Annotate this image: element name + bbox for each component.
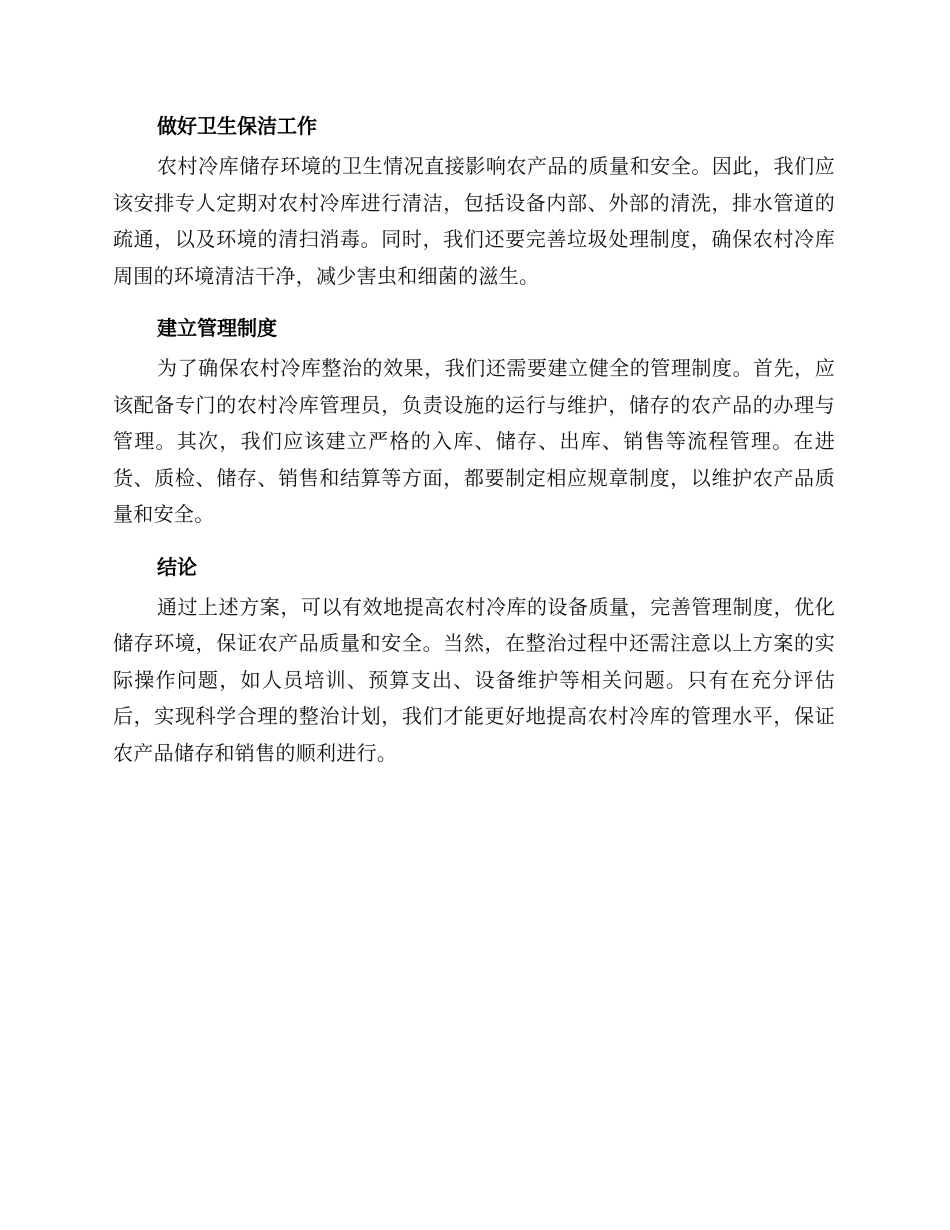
document-page <box>113 104 835 783</box>
section-heading: 建立管理制度 <box>157 316 277 340</box>
section-paragraph: 为了确保农村冷库整治的效果，我们还需要建立健全的管理制度。首先，应该配备专门的农村冷库管理员，负责设施的运行与维护，储存的农产品的办理与管理。其次，我们应该建立严格的入库、储存、出库、销售等流程管理。在进货、质检、储存、销售和结算等方面，都要制定相应规章制度，以维护农产品质量和安全。 <box>113 356 835 526</box>
section-hygiene <box>113 104 835 294</box>
section-paragraph: 通过上述方案，可以有效地提高农村冷库的设备质量，完善管理制度，优化储存环境，保证农产品质量和安全。当然，在整治过程中还需注意以上方案的实际操作问题，如人员培训、预算支出、设备维护等相关问题。只有在充分评估后，实现科学合理的整治计划，我们才能更好地提高农村冷库的管理水平，保证农产品储存和销售的顺利进行。 <box>113 594 835 765</box>
section-management-system <box>113 306 835 533</box>
section-heading: 结论 <box>157 554 197 579</box>
section-conclusion <box>113 545 835 772</box>
section-heading: 做好卫生保洁工作 <box>157 114 317 138</box>
section-paragraph: 农村冷库储存环境的卫生情况直接影响农产品的质量和安全。因此，我们应该安排专人定期对农村冷库进行清洁，包括设备内部、外部的清洗，排水管道的疏通，以及环境的清扫消毒。同时，我们还要完善垃圾处理制度，确保农村冷库周围的环境清洁干净，减少害虫和细菌的滋生。 <box>113 154 835 288</box>
